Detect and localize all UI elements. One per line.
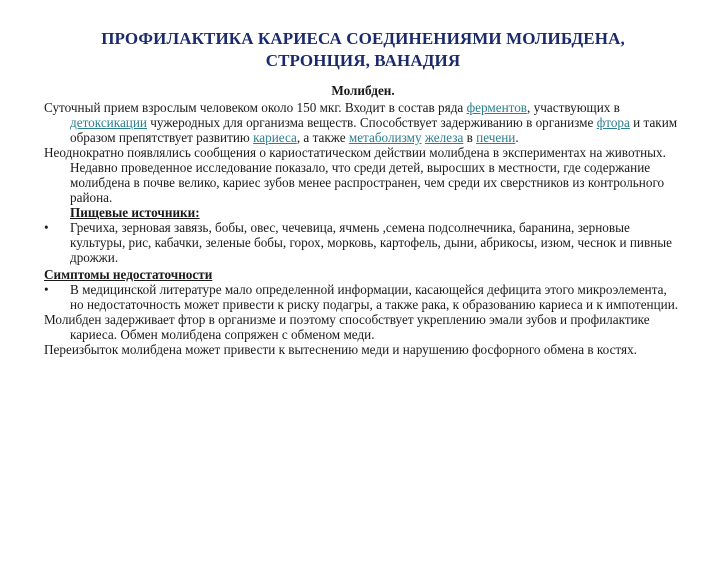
paragraph-daily-intake bbox=[44, 100, 682, 145]
paragraph-fluorine-retention: Молибден задерживает фтор в организме и поэтому способствует укреплению эмали зубов и профилактике кариеса. Обмен молибдена сопряжен с обменом меди. bbox=[44, 312, 650, 342]
p1-text-2: , участвующих в bbox=[527, 100, 620, 115]
symptoms-heading: Симптомы недостаточности bbox=[44, 267, 213, 282]
symptoms-text: В медицинской литературе мало определенной информации, касающейся дефицита этого микроэлемента, но недостаточность может привести к риску подагры, а также рака, к образованию кариеса и к импотенции. bbox=[70, 282, 679, 312]
sources-heading: Пищевые источники: bbox=[70, 205, 200, 220]
page-title-line-2: СТРОНЦИЯ, ВАНАДИЯ bbox=[265, 51, 461, 70]
sources-list-item bbox=[44, 220, 682, 265]
paragraph-research: Неоднократно появлялись сообщения о кариостатическом действии молибдена в экспериментах на животных. Недавно проведенное исследование показало, что среди детей, выросших в местности, где содержание молибдена в почве велико, кариес зубов менее распространен, чем среди их сверстников из контрольного района. bbox=[44, 145, 666, 205]
slide bbox=[0, 28, 720, 568]
link-enzymes[interactable]: ферментов bbox=[466, 100, 528, 115]
p1-text-8: . bbox=[515, 130, 519, 145]
bullet-icon: • bbox=[44, 282, 49, 297]
link-detoxification[interactable]: детоксикации bbox=[70, 115, 147, 130]
sources-text: Гречиха, зерновая завязь, бобы, овес, чечевица, ячмень ,семена подсолнечника, баранина, зерновые культуры, рис, кабачки, зеленые бобы, горох, морковь, картофель, дыни, абрикосы, изюм, чеснок и пивные дрожжи. bbox=[70, 220, 672, 265]
link-iron[interactable]: железа bbox=[424, 130, 464, 145]
bullet-icon: • bbox=[44, 220, 49, 235]
p1-text-4: и таким образом препятствует развитию bbox=[70, 115, 678, 145]
p1-text-3: чужеродных для организма веществ. Способствует задерживанию в организме bbox=[146, 115, 597, 130]
page-title-line-1: ПРОФИЛАКТИКА КАРИЕСА СОЕДИНЕНИЯМИ МОЛИБДЕНА, bbox=[101, 29, 625, 48]
link-liver[interactable]: печени bbox=[476, 130, 516, 145]
page-title bbox=[44, 28, 682, 72]
symptoms-list-item bbox=[44, 282, 682, 312]
section-heading-molybdenum: Молибден. bbox=[331, 83, 395, 98]
p1-text-5: , а также bbox=[296, 130, 349, 145]
p1-text-7: в bbox=[463, 130, 477, 145]
link-caries[interactable]: кариеса bbox=[253, 130, 297, 145]
paragraph-excess: Переизбыток молибдена может привести к вытеснению меди и нарушению фосфорного обмена в костях. bbox=[44, 342, 637, 357]
content-body bbox=[44, 83, 682, 357]
link-metabolism[interactable]: метаболизму bbox=[348, 130, 422, 145]
p1-text-1: Суточный прием взрослым человеком около 150 мкг. Входит в состав ряда bbox=[44, 100, 467, 115]
link-fluorine[interactable]: фтора bbox=[596, 115, 630, 130]
